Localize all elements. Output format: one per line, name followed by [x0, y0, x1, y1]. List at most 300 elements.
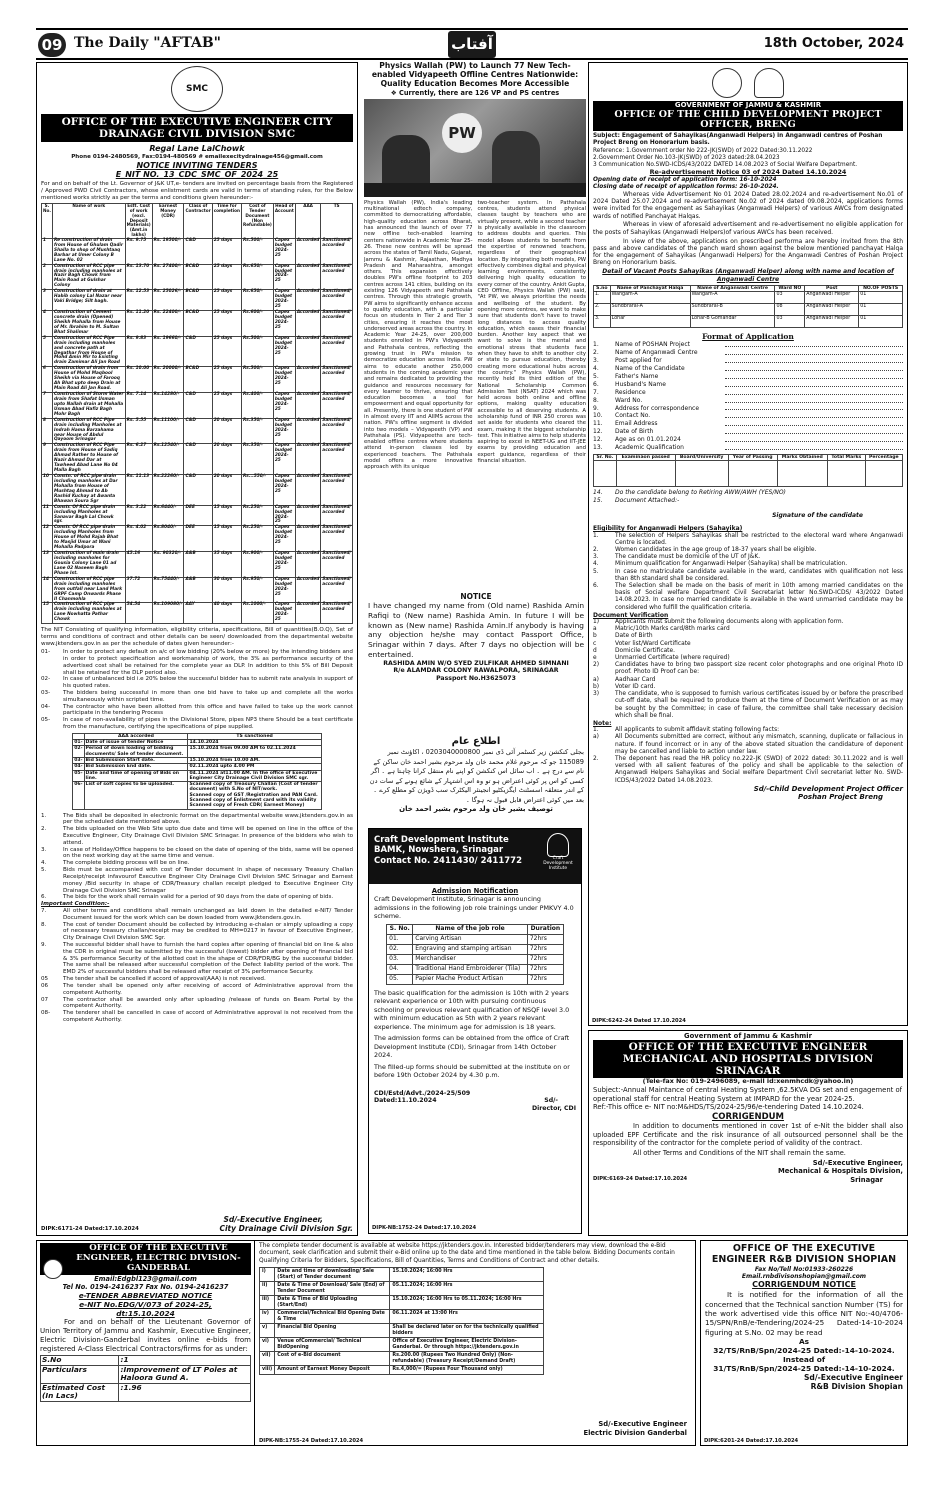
- table-cell: [828, 461, 866, 487]
- table-cell: 01: [859, 292, 903, 304]
- table-cell: Rs.500/-: [241, 336, 273, 367]
- field-blank-line: [725, 341, 903, 347]
- table-cell: Sanctioned/ accorded: [321, 526, 353, 552]
- list-item: [593, 547, 903, 554]
- table-cell: 25 days: [212, 290, 241, 311]
- table-cell: 25 days: [212, 393, 241, 419]
- rnb-old-ts: 31/TS/RnB/Spn/2024-25 Dated:-14-10-2024.: [713, 1364, 895, 1374]
- table-cell: Venue ofCommercial/ Technical BidOpening: [275, 1338, 390, 1352]
- table-cell: 15 days: [212, 526, 241, 552]
- table-row: [73, 782, 322, 809]
- table-row: [42, 603, 353, 624]
- field-blank-line: [725, 444, 903, 450]
- table-cell: C&D: [184, 475, 212, 506]
- reference-line: 3 Communication No.SWD-ICDS/43/2022 DATED 14.08.2023 of Social Welfare Department.: [593, 161, 858, 168]
- list-item: [41, 717, 353, 731]
- smc-signature-office: City Drainage Civil Division Sgr.: [219, 1223, 353, 1233]
- table-cell: Capex budget 2024-25: [273, 444, 295, 475]
- list-item: [593, 583, 903, 612]
- elec-nit-date: dt:15.10.2024: [116, 1308, 175, 1318]
- table-cell: Rs. 11.13: [125, 475, 152, 506]
- table-cell: Scanned copy of Treasury Challan (Cost of tender document) with S.No of NIT/work. Scanned copy of GST /Registration and PAN Card. Scanned copy of Enlistment card with its validity Scanned copy of Fresh CDR( Earnest Money): [188, 782, 321, 809]
- cdpo-signature: Sd/-Child Development Project Officer: [753, 784, 903, 793]
- electric-ganderbal-ad: [36, 1240, 696, 1446]
- smc-seal-icon: SMC: [171, 66, 223, 112]
- table-header-cell: Estt. Cost of work (excl. Deposit Materials) (Amt.in lakhs): [126, 203, 151, 238]
- notice-title: NOTICE: [460, 592, 492, 601]
- rnb-corrigendum: CORRIGENDUM NOTICE: [752, 1280, 856, 1290]
- list-text: The Bids shall be deposited in electronic format on the departmental website www.jktenders.gov.in as per the scheduled date mentioned above.: [63, 812, 353, 826]
- table-header-cell: Time for completion: [212, 204, 241, 239]
- table-cell: 9: [42, 444, 53, 475]
- table-cell: [594, 461, 617, 487]
- list-number: 2): [593, 662, 600, 669]
- table-cell: Capex budget 2024-25: [273, 526, 295, 552]
- field-label: Date of Birth: [615, 428, 654, 436]
- mech-ref: Ref:-This office e- NIT no:M&HDS/TS/2024-25/96/e-tendering Dated 14.10.2024.: [593, 1103, 864, 1112]
- field-number: 10.: [593, 412, 603, 420]
- table-cell: 01.: [387, 935, 413, 945]
- notice-passport: Passport No.H3625073: [436, 674, 516, 682]
- table-header-cell: AAA: [295, 204, 320, 239]
- field-blank-line: [725, 397, 903, 403]
- table-row: [594, 304, 903, 316]
- table-cell: Capex budget 2024-25: [273, 418, 295, 444]
- table-cell: 1.: [594, 292, 611, 304]
- list-text: The tender shall be cancelled if accord of approval(AAA) is not received.: [63, 976, 266, 983]
- table-cell: Accorded: [295, 393, 320, 419]
- table-cell: 05.11.2024; 16:00 Hrs: [390, 1282, 544, 1296]
- list-item: [41, 860, 353, 867]
- table-cell: v): [260, 1324, 275, 1338]
- table-cell: Rs. 7.14: [125, 393, 152, 419]
- urdu-body: بجلی کنکشن زیر کسٹمر آئی ڈی نمبر 0203040000800 ، اکاؤنٹ نمبر 115089 جو کہ مرحوم غلام محمد خان ولد مرحوم بشیر احمد خان ساکن کے نام سے درج ہے ۔ اب سائل اس کنکشن کو اپنے نام منتقل کرانا چاہتا ہے ۔ اگر کسی کو اس پر کوئی اعتراض ہو تو وہ اس اشتہار کے شائع ہونے کے سات دن کے اندر متعلقہ اسسٹنٹ ایگزیکٹیو انجینئر الیکٹرک سب ڈویژن کو مطلع کرے ۔ بعد میں کوئی اعتراض قابل قبول نہ ہوگا ۔: [369, 748, 584, 804]
- table-cell: Sanctioned/ accorded: [321, 577, 353, 603]
- list-item: [593, 633, 903, 640]
- table-cell: Rs. 10.00: [125, 367, 152, 393]
- list-number: b): [593, 683, 600, 690]
- table-cell: 20 days: [212, 475, 241, 506]
- list-number: 9.: [41, 942, 47, 949]
- rnb-signature: Sd/-Executive Engineer: [803, 1373, 903, 1383]
- table-cell: viii): [260, 1366, 275, 1375]
- table-cell: 11: [42, 505, 53, 526]
- cdpo-subject: Subject: Engagement of Sahayikas(Anganwadi Helpers) in Anganwadi centres of Poshan Project Breng on Honorarium basis.: [593, 133, 883, 147]
- table-row: [387, 974, 564, 984]
- table-header-cell: Earnest Money (CDR): [152, 204, 184, 239]
- cdpo-eligibility-list: [593, 533, 903, 612]
- smc-title: OFFICE OF THE EXECUTIVE ENGINEER CITY DRAINAGE CIVIL DIVISION SMC: [41, 114, 353, 142]
- table-cell: 08: [775, 304, 805, 316]
- cdpo-qualification-table: [593, 454, 903, 487]
- table-row: [387, 964, 564, 974]
- table-cell: Rs.4,000/= (Rupees Four Thousand only): [390, 1366, 544, 1375]
- list-number: 2.: [41, 826, 47, 833]
- list-text: Aadhaar Card: [615, 676, 656, 683]
- table-cell: A&B: [184, 552, 212, 578]
- table-cell: Date & Time of Download/ Sale (End) of Tender Document: [275, 1282, 390, 1296]
- cdi-courses-table: [386, 924, 564, 984]
- table-header-cell: Cost of Tender Document (Non Refundable): [241, 204, 273, 239]
- table-cell: Rs. 13.70: [125, 264, 152, 290]
- table-cell: Rs.650/-: [241, 264, 273, 290]
- cdpo-table-title: Detail of Vacant Posts Sahayikas (Anganwadi Helper) along with name and location of Anganwadi Centre: [602, 268, 894, 283]
- table-cell: 54.54: [125, 603, 152, 624]
- list-number: c: [593, 640, 597, 647]
- table-cell: Date & Time of Bid Uploading (Start/End): [275, 1296, 390, 1310]
- table-cell: 15.10.2024 from 09.00 AM to 02.11.2024: [188, 746, 321, 758]
- elec-tender-para: The complete tender document is available at website https://jktenders.gov.in. Interested bidder/tenderers may view, download the e-Bid document, seek clarification and submit their e-Bid online up to the date and time mentioned in the table below. Bidding Documents contain Qualifying Criteria for Bidders, Specifications, Bill of Quantities, Terms and Conditions of Contract and other details.: [259, 1243, 675, 1264]
- table-cell: Construction of RCC pipe drain including manholes at Lane Nowhatta Pathar Chowk: [52, 603, 125, 624]
- pw-press-photo: [364, 99, 586, 197]
- table-cell: Rs.500/-: [241, 238, 273, 264]
- pw-article: [364, 62, 586, 592]
- cdi-qualification: The basic qualification for the admission is 10th with 2 years relevant experience or 10th with pursuing continuous schooling or previous relevant qualification of NSQF level 3.0 with minimum education as 5th with 2 years relevant experience. The minimum age for admission is 18 years.: [374, 988, 570, 1031]
- cdpo-notes-list: [593, 727, 903, 785]
- list-item: [593, 655, 903, 662]
- list-text: Bids must be accompanied with cost of Tender document in shape of necessary Treasury Challan Receipt/receipt infavourof Executive Engineer City Drainage Civil Division SMC Srinagar and Earnest money /Bid security in shape of CDR/Treasury challan receipt pledged to Executive Engineer City Drainage Civil Division SMC Srinagar: [63, 867, 353, 894]
- notice-body: I have changed my name from (Old name) Rashida Amin Rafiqi to (New name) Rashida Amin. In future I will be known as (New name) Rashida Amin.If anybody is having any objection he/she may contact Passport Office, Srinagar within 7 days. After 7 days no objection will be entertained.: [368, 601, 584, 659]
- table-cell: Rs.14280/-: [152, 393, 184, 419]
- elec-email: Email:Edgbl123@gmail.com: [94, 1274, 197, 1283]
- table-cell: vii): [260, 1352, 275, 1366]
- application-field: [593, 381, 903, 389]
- table-cell: Capex budget 2024-25: [273, 552, 295, 578]
- field-blank-line: [725, 412, 903, 418]
- table-row: [42, 418, 353, 444]
- list-text: The successful bidder shall have to furnish the hard copies after opening of financial bid on line & also the CDR in original must be submitted by the successful (lowest) bidder after opening of financial bid & 3% performance Security of the allotted cost in the shape of CDR/FDR/BG by the successful bidder. The same shall be released after successful completion of the Defect liability period of the work. The EMD 2% of successful bidders shall be released after receipt of 3% performance Security.: [63, 942, 353, 976]
- table-cell: 13: [42, 552, 53, 578]
- field-number: 4.: [593, 365, 599, 373]
- icds-logo-icon: [754, 68, 784, 98]
- table-cell: Sanctioned/ accorded: [321, 552, 353, 578]
- table-header-cell: S.no: [594, 285, 611, 291]
- table-cell: Bid Submission End date.: [84, 764, 188, 770]
- field-blank-line: [725, 389, 903, 395]
- list-item: [593, 734, 903, 756]
- field-blank-line: [725, 420, 903, 426]
- table-header-cell: S. No.: [387, 925, 413, 935]
- list-number: b: [593, 633, 597, 640]
- table-cell: Estimated Cost (In Lacs): [41, 1383, 119, 1401]
- table-row: [42, 552, 353, 578]
- field-label: Residence: [615, 388, 646, 396]
- table-cell: 02.: [387, 945, 413, 955]
- list-item: [41, 976, 353, 983]
- list-text: Minimum qualification for Anganwadi Helper (Sahayika) shall be matriculation.: [615, 561, 848, 568]
- table-cell: 10: [42, 475, 53, 506]
- cdpo-readvert: Re-advertisement Notice 03 of 2024 Dated 14.10.2024: [649, 167, 847, 176]
- table-header-cell: Name of Panchayat Halqa: [610, 285, 690, 291]
- table-cell: Rs. 90320/-: [152, 552, 184, 578]
- elec-signature-office: Electric Division Ganderbal: [583, 1428, 687, 1437]
- list-text: All Documents submitted are correct, without any mismatch, scanning, duplicate or fallacious in nature. If found incorrect or in any of the above stated situation the candidature of deponent may be cancelled and liable to action under law.: [615, 734, 903, 755]
- application-field: [593, 444, 903, 452]
- application-field: [593, 420, 903, 428]
- field-blank-line: [725, 357, 903, 363]
- application-field: [593, 389, 903, 397]
- table-row: [73, 746, 322, 758]
- list-text: Unmarried Certificate (where required): [615, 655, 730, 662]
- table-header-cell: NO.OF POSTS: [859, 285, 903, 291]
- list-text: The selection of Helpers Sahayikas shall be restricted to the electoral ward where Anganwadi Centre is located.: [615, 532, 903, 546]
- list-item: [41, 1010, 353, 1024]
- table-cell: Rs.6440/-: [152, 505, 184, 526]
- table-cell: Rs.600/-: [241, 311, 273, 337]
- issue-date: 18th October, 2024: [763, 36, 904, 51]
- table-cell: 6: [42, 367, 53, 393]
- table-cell: 15.10.2024; 16:00 Hrs to 05.11.2024; 16:00 Hrs: [390, 1296, 544, 1310]
- list-number: 3.: [41, 846, 47, 853]
- table-cell: Accorded: [295, 475, 320, 506]
- table-cell: 03: [775, 292, 805, 304]
- list-number: 6.: [593, 582, 599, 589]
- table-cell: Rs.500/-: [241, 367, 273, 393]
- table-cell: Sanctioned/ accorded: [321, 418, 353, 444]
- table-row: [260, 1310, 544, 1324]
- table-cell: Accorded: [295, 367, 320, 393]
- table-cell: 02.11.2024 upto 4.00 PM: [188, 764, 321, 770]
- cdi-dipk: DIPK-NB:1752-24 Dated:17.10.2024: [372, 1224, 477, 1231]
- table-cell: 01-: [74, 740, 83, 746]
- table-cell: BC&D: [184, 290, 212, 311]
- table-cell: Constn. of RCC pipe drain including manholes at Dar Mohalla from House of Mushtaq Ahmad to Ab Rashid Kuchay at Awanta Bhawan Soura Sgr: [52, 475, 125, 506]
- table-cell: 2.: [594, 304, 611, 316]
- table-cell: Construction of Storm Water drain from Shafat Usman upto Nallah drain at Mohalla Usman Abad Hafiz Bagh Mohr Bagh: [53, 392, 124, 417]
- field-number: 7.: [593, 388, 599, 396]
- field-blank-line: [725, 405, 903, 411]
- cdpo-field-15: Document Attached:-: [615, 496, 680, 504]
- list-item: [41, 676, 353, 690]
- table-row: [42, 336, 353, 367]
- list-item: [593, 619, 903, 626]
- table-cell: Rs...550/-: [241, 475, 273, 506]
- table-cell: 15.10.2024 from 10.00 AM.: [188, 758, 321, 764]
- field-number: 14.: [593, 489, 603, 497]
- pw-subheadline: Currently, there are 126 VP and PS centres: [399, 88, 560, 97]
- cdpo-title: OFFICE OF THE CHILD DEVELOPMENT PROJECT OFFICER, BRENG: [593, 110, 903, 132]
- list-item: [593, 662, 903, 676]
- cdi-sign: Sd/-: [544, 1097, 558, 1105]
- table-cell: Accorded: [295, 526, 320, 552]
- emblem-icon: [712, 68, 742, 98]
- table-header-cell: Marks Obtained: [777, 454, 827, 460]
- smc-dipk: DIPK:6171-24 Dated:17.10.2024: [41, 1226, 139, 1233]
- cdi-forms: The admission forms can be obtained from the office of Craft Development Institute (CDI), Srinagar from 14th October 2024.: [374, 1034, 570, 1060]
- urdu-public-notice: [368, 736, 584, 826]
- list-item: [41, 894, 353, 901]
- table-cell: C&D: [184, 418, 212, 444]
- table-cell: iv): [260, 1310, 275, 1324]
- table-cell: Capex budget 2024-25: [273, 367, 295, 393]
- table-cell: Rs.250/-: [241, 505, 273, 526]
- field-number: 9.: [593, 404, 599, 412]
- table-cell: Commercial/Technical Bid Opening Date & Time: [275, 1310, 390, 1324]
- table-cell: 02-: [73, 746, 84, 758]
- table-cell: Rs. 22400/-: [152, 311, 184, 337]
- table-cell: Cost of e-Bid document: [275, 1352, 390, 1366]
- table-cell: Rs. 9.75: [125, 238, 152, 264]
- table-cell: Rs.12540/-: [152, 444, 184, 475]
- field-number: 6.: [593, 380, 599, 388]
- emblem-icon: [43, 1259, 63, 1279]
- table-cell: 04.11.2024 at11.00 AM. In the office of Executive Engineer City Drainage Civil Division SMC sgr.: [188, 770, 321, 782]
- table-row: [387, 935, 564, 945]
- smc-terms-list: [41, 813, 353, 902]
- table-cell: 40 days: [212, 603, 241, 624]
- list-number: 05-: [41, 717, 51, 724]
- cdi-intro: Craft Development Institute, Srinagar is announcing admissions in the following job role trainings under PMKVY 4.0 scheme.: [374, 895, 574, 920]
- table-cell: Sanctioned/ accorded: [321, 444, 353, 475]
- pw-logo-icon: PW: [442, 113, 482, 153]
- list-number: 1): [593, 619, 600, 626]
- mech-dipk: DIPK:6169-24 Dated:17.10.2024: [593, 1175, 688, 1182]
- table-header-cell: Name of work: [52, 204, 125, 239]
- table-row: [42, 290, 353, 311]
- table-cell: Capex budget 2024-25: [273, 336, 295, 367]
- list-number: 2.: [593, 756, 599, 763]
- field-label: Address for correspondence: [615, 404, 700, 412]
- cdi-ref: CDI/Estd/Advt./2024-25/509: [374, 1089, 471, 1097]
- cdpo-para3: In view of the above, applications on prescribed performa are hereby invited from the 8th pass and above candidates of the panch ward shown against the below mentioned panchayat Halqa for the engagement of Sahayikas (Anganwadi Helpers) for the Anganwadi Centres of Poshan Project Breng on Honorarium basis.: [593, 237, 903, 267]
- table-header-cell: Duration: [527, 925, 563, 935]
- table-cell: 72hrs: [527, 935, 563, 945]
- list-text: The complete bidding process will be on line.: [63, 860, 190, 867]
- table-cell: [777, 461, 827, 487]
- list-number: 5.: [41, 867, 47, 874]
- table-cell: Rs.11100/-: [152, 418, 184, 444]
- table-cell: 04.: [387, 964, 413, 974]
- elec-work-table: [40, 1355, 251, 1402]
- list-item: [41, 649, 353, 676]
- table-cell: C&D: [184, 336, 212, 367]
- list-item: [41, 704, 353, 718]
- table-cell: Accorded: [295, 444, 320, 475]
- application-field: [593, 412, 903, 420]
- cdi-logo-text: Craft Development Institute: [543, 856, 573, 871]
- list-text: The contractor who have been allotted from this office and have failed to take up the work cannot participate in the tendering Process: [63, 703, 353, 717]
- list-number: 4.: [41, 860, 47, 867]
- mech-hospitals-ad: [588, 1030, 908, 1236]
- list-number: 01-: [41, 649, 51, 656]
- table-cell: 06.11.2024 at 13:00 Hrs: [390, 1310, 544, 1324]
- mech-contact: (Tele-fax No: 019-2496089, e-mail id:xenmhcdk@yahoo.in): [642, 1077, 854, 1086]
- table-row: [594, 316, 903, 328]
- table-cell: 14.10.2024: [188, 740, 321, 746]
- table-cell: Lohar: [610, 316, 690, 328]
- table-cell: Re construction of drain from House of Ghulam Qadir Shalla to shop of Mushtaaq Barbar at Umer Colony B Lane No. 02: [52, 238, 125, 264]
- table-cell: Anganwadi Helper: [805, 316, 859, 328]
- table-cell: 15.10.2024; 16:00 Hrs: [390, 1268, 544, 1282]
- table-cell: :1: [119, 1356, 251, 1366]
- table-cell: 06-: [73, 782, 84, 809]
- list-text: The contractor shall be awarded only after uploading /release of funds on Beam Portal by the competent Authority.: [63, 996, 353, 1010]
- list-item: [41, 690, 353, 704]
- cdpo-vacancy-table: [593, 285, 903, 328]
- cdpo-doc-heading: Document Verification: [593, 611, 669, 619]
- list-number: d: [593, 647, 597, 654]
- list-text: The tenderer shall be cancelled in case of accord of Administrative approval is not received from the competent Authority.: [63, 1010, 353, 1023]
- table-cell: Rs. 3.22: [125, 505, 152, 526]
- mech-subject: Subject:-Annual Maintance of central Heating System ,62.5KVA DG set and engagement of operational staff for central Heating System at IMPARD for the year 2024-25.: [593, 1086, 903, 1103]
- table-cell: BC&D: [184, 367, 212, 393]
- table-cell: Rs. 6.27: [125, 444, 152, 475]
- table-cell: Construction of drain from House of Mohd Maqbool Sheikh via House of Farooq Ah Bhat upto deep Drain at Main Road Ali Jan Road.: [52, 367, 125, 393]
- rnb-body: It is notified for the information of all the concerned that the Technical sanction Number (TS) for the work advertised vide this office NIT No:-40/4706-15/SPN/RnB/e-Tendering/2024-25 Dated-14-10-2024 figuring at S.No. 02 may be read: [705, 1290, 903, 1337]
- table-row: [387, 945, 564, 955]
- table-cell: Rs. 27400/-: [152, 264, 184, 290]
- list-text: The tender shall be opened only after receiving of accord of Administrative approval from the competent Authority.: [63, 982, 353, 996]
- rnb-new-ts: 32/TS/RnB/Spn/2024-25 Dated:-14-10-2024.: [713, 1346, 895, 1356]
- cdpo-para1: Whereas vide Advertisement No 01 2024 Dated 28.02.2024 and re-advertisement No.01 of 2024 Dated 25.07.2024 and re-advertisement No.02 of 2024 dated 09.08.2024, applications forms were invited for the engagement as Sahayikas (Anganwadi Helpers) of various AWCs from designated wards of notified Panchayat Halqas.: [593, 190, 903, 220]
- list-item: [41, 908, 353, 922]
- table-cell: Accorded: [295, 336, 320, 367]
- field-number: 5.: [593, 372, 599, 380]
- table-cell: Rs.900/-: [241, 552, 273, 578]
- table-cell: Particulars: [41, 1365, 119, 1383]
- mech-title: OFFICE OF THE EXECUTIVE ENGINEER MECHANICAL AND HOSPITALS DIVISION SRINAGAR: [593, 1040, 903, 1078]
- list-number: 1.: [593, 727, 599, 734]
- list-text: In case of non-availability of pipes in the Divisional Store, pipes NP3 there Should be a test certificate from the manufacture, certifying the specifications of pipe supplied.: [63, 717, 353, 731]
- cdi-admission-ad: [368, 828, 582, 1234]
- table-cell: 20 days: [212, 418, 241, 444]
- table-cell: Rs. 5.55: [125, 418, 152, 444]
- table-cell: 7: [42, 393, 53, 419]
- mech-government: Government of Jammu & Kashmir: [684, 1032, 812, 1040]
- field-number: 2.: [593, 349, 599, 357]
- list-item: [593, 727, 903, 734]
- table-cell: Rs.1000/-: [241, 603, 273, 624]
- smc-important-list: [41, 908, 353, 1024]
- table-cell: 12: [42, 526, 53, 552]
- list-item: [41, 813, 353, 827]
- table-cell: Accorded: [295, 505, 320, 526]
- table-cell: 01: [859, 316, 903, 328]
- rnb-as: As: [798, 1337, 810, 1347]
- table-row: [42, 367, 353, 393]
- table-row: [42, 238, 353, 264]
- field-label: Age as on 01.01.2024: [615, 436, 681, 444]
- urdu-title: اطلاع عام: [451, 736, 501, 747]
- table-cell: Accorded: [295, 264, 320, 290]
- list-item: [593, 677, 903, 684]
- list-item: [593, 533, 903, 547]
- table-cell: Sundbrarai-B: [690, 304, 775, 316]
- rnb-instead: Instead of: [782, 1355, 826, 1365]
- table-header-cell: Total Marks: [828, 454, 866, 460]
- field-blank-line: [725, 436, 903, 442]
- table-cell: Rs.950/-: [241, 577, 273, 603]
- rnb-email: Email.rnbdivisonshopian@gmail.com: [741, 1273, 867, 1281]
- cdi-director: Director, CDI: [531, 1104, 576, 1112]
- table-cell: Merchandiser: [413, 954, 528, 964]
- table-cell: Sanctioned/ accorded: [321, 336, 353, 367]
- cdpo-form-title: Format of Application: [702, 332, 794, 342]
- field-blank-line: [725, 428, 903, 434]
- table-cell: Constr. Of RCC pipe drain including Manholes at Sanavar Bagh Lal Chowk sgr.: [52, 505, 125, 526]
- field-blank-line: [725, 373, 903, 379]
- cdi-dated: Dated:11.10.2024: [374, 1097, 437, 1105]
- table-header-cell: Examinaon passed: [616, 454, 675, 460]
- list-number: 07: [41, 996, 49, 1003]
- table-cell: Carving Artisan: [413, 935, 528, 945]
- table-cell: Financial Bid Opening: [275, 1324, 390, 1338]
- table-cell: [675, 461, 728, 487]
- table-cell: Rs.650/-: [241, 290, 273, 311]
- elec-signature: Sd/-Executive Engineer: [598, 1420, 687, 1429]
- cdpo-signature-candidate: Signature of the candidate: [772, 511, 863, 519]
- table-cell: 03: [775, 316, 805, 328]
